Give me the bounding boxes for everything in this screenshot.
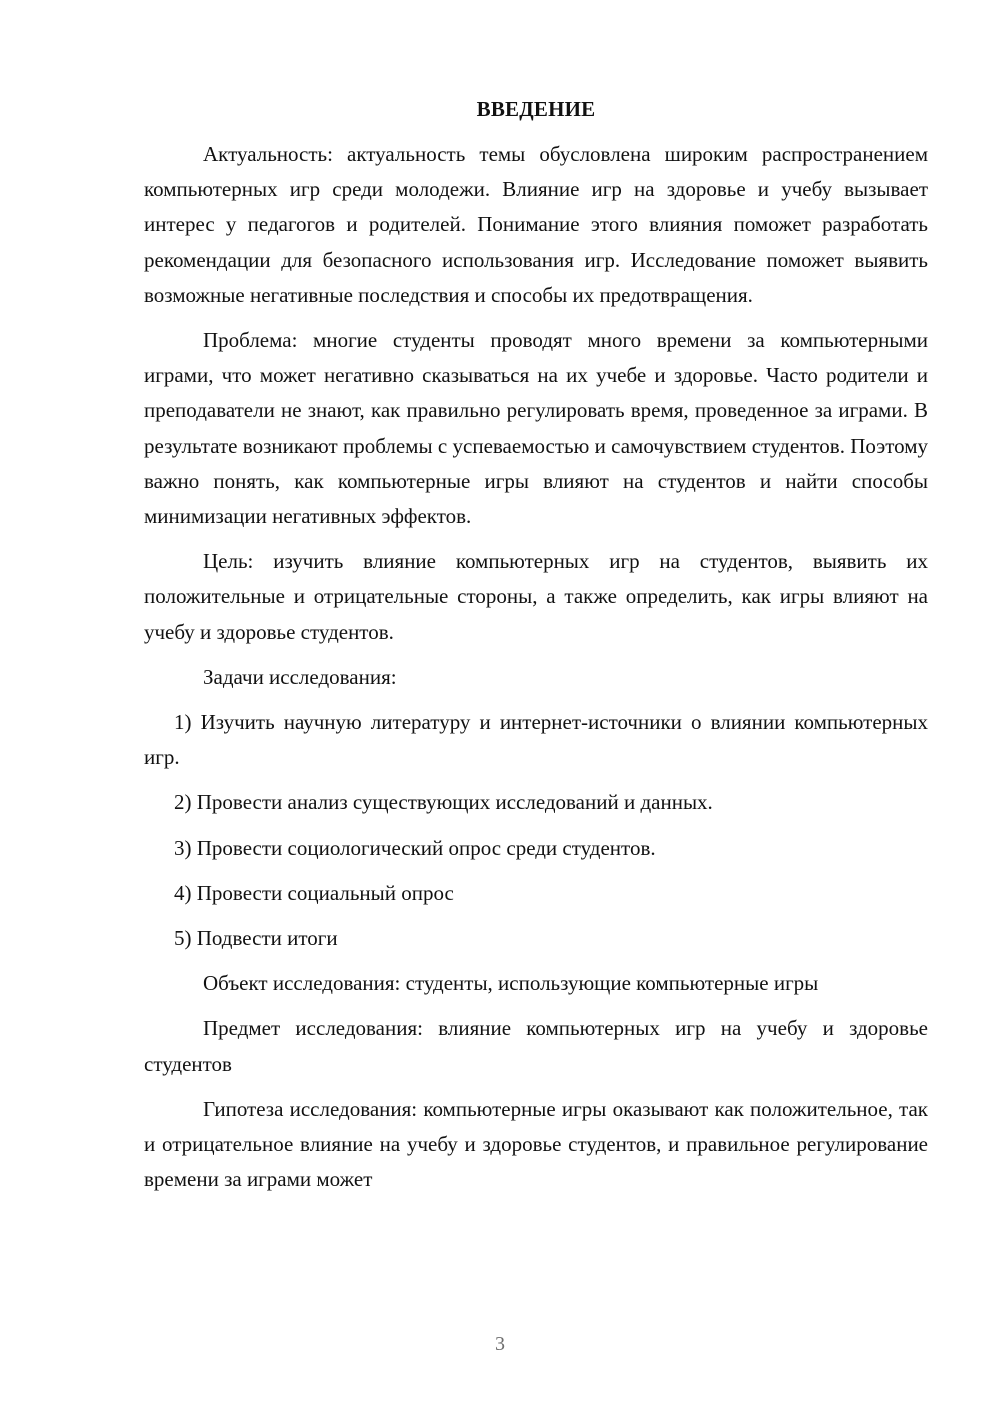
task-item-2: 2) Провести анализ существующих исследований и данных.: [174, 790, 713, 815]
paragraph-problem: Проблема: многие студенты проводят много времени за компьютерными играми, что может негативно сказываться на их учебе и здоровье. Часто родители и преподаватели не знают, как правильно регулировать время, проведенное за играми. В результате возникают проблемы с успеваемостью и самочувствием студентов. Поэтому важно понять, как компьютерные игры влияют на студентов и найти способы минимизации негативных эффектов.: [144, 328, 928, 529]
task-item-3: 3) Провести социологический опрос среди студентов.: [174, 835, 656, 860]
paragraph-goal: Цель: изучить влияние компьютерных игр на студентов, выявить их положительные и отрицательные стороны, а также определить, как игры влияют на учебу и здоровье студентов.: [144, 549, 928, 644]
paragraph-object: Объект исследования: студенты, использующие компьютерные игры: [203, 971, 819, 996]
task-item-5: 5) Подвести итоги: [174, 926, 338, 951]
section-title: ВВЕДЕНИЕ: [476, 97, 596, 121]
page-content: [144, 92, 928, 1197]
task-item-1: 1) Изучить научную литературу и интернет-источники о влиянии компьютерных игр.: [144, 710, 928, 770]
tasks-list: [144, 705, 928, 956]
tasks-heading: Задачи исследования:: [203, 664, 397, 689]
paragraph-relevance: Актуальность: актуальность темы обусловлена широким распространением компьютерных игр среди молодежи. Влияние игр на здоровье и учебу вызывает интерес у педагогов и родителей. Понимание этого влияния поможет разработать рекомендации для безопасного использования игр. Исследование поможет выявить возможные негативные последствия и способы их предотвращения.: [144, 142, 928, 307]
page-number: 3: [495, 1333, 505, 1355]
task-item-4: 4) Провести социальный опрос: [174, 880, 454, 905]
paragraph-subject: Предмет исследования: влияние компьютерных игр на учебу и здоровье студентов: [144, 1016, 928, 1076]
paragraph-hypothesis: Гипотеза исследования: компьютерные игры оказывают как положительное, так и отрицательное влияние на учебу и здоровье студентов, и правильное регулирование времени за играми может: [144, 1096, 928, 1192]
